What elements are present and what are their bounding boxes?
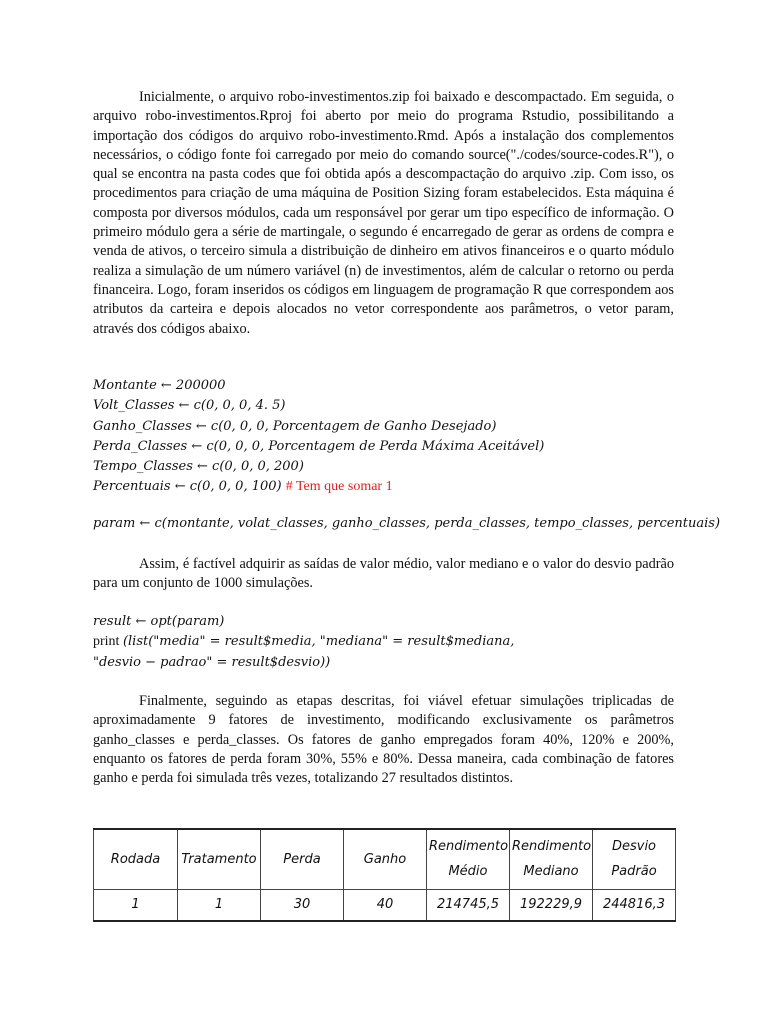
code-line-result: result ← opt(param)	[93, 614, 225, 629]
results-table	[93, 828, 676, 922]
code-line-print	[93, 632, 514, 652]
code-line-param: param ← c(montante, volat_classes, ganho_classes, perda_classes, tempo_classes, percentuais)	[93, 516, 721, 531]
print-keyword: print	[93, 634, 123, 650]
cell-ganho: 40	[344, 889, 427, 921]
header-rendimento-mediano-line2: Mediano	[523, 864, 579, 880]
header-tratamento: Tratamento	[178, 829, 261, 889]
final-paragraph	[93, 692, 674, 788]
header-ganho: Ganho	[344, 829, 427, 889]
print-args: (list("media" = result$media, "mediana" = result$mediana,	[122, 634, 515, 650]
intro-text: Inicialmente, o arquivo robo-investimentos.zip foi baixado e descompactado. Em seguida, o arquivo robo-investimentos.Rproj foi aberto por meio do programa Rstudio, possibilitando a importação dos códigos do arquivo robo-investimento.Rmd. Após a instalação dos complementos necessários, o código fonte foi carregado por meio do comando source("./codes/source-codes.R"), o qual se encontra na pasta codes que foi obtida após a descompactação do arquivo .zip. Com isso, os procedimentos para criação de uma máquina de Position Sizing foram estabelecidos. Esta máquina é composta por diversos módulos, cada um responsável por gerar um tipo específico de informação. O primeiro módulo gera a série de martingale, o segundo é encarregado de gerar as ordens de compra e venda de ativos, o terceiro simula a distribuição de dinheiro em ativos financeiros e o quarto módulo realiza a simulação de um número variável (n) de investimentos, além de calcular o retorno ou perda financeira. Logo, foram inseridos os códigos em linguagem de programação R que correspondem aos atributos da carteira e depois alocados no vetor correspondente aos parâmetros, o vetor param, através dos códigos abaixo.	[93, 89, 674, 337]
middle-text: Assim, é factível adquirir as saídas de valor médio, valor mediano e o valor do desvio padrão para um conjunto de 1000 simulações.	[93, 556, 674, 592]
cell-perda: 30	[261, 889, 344, 921]
cell-rendimento-medio: 214745,5	[427, 889, 510, 921]
header-desvio-padrao-line2: Padrão	[611, 864, 657, 880]
code-block-params	[93, 376, 544, 498]
cell-tratamento: 1	[178, 889, 261, 921]
code-comment: # Tem que somar 1	[285, 479, 393, 495]
cell-rodada: 1	[94, 889, 178, 921]
table-header-row	[94, 829, 676, 889]
code-line-tempo-classes: Tempo_Classes ← c(0, 0, 0, 200)	[93, 459, 304, 475]
code-line-volt-classes: Volt_Classes ← c(0, 0, 0, 4. 5)	[93, 398, 286, 414]
header-desvio-padrao-line1: Desvio	[611, 839, 657, 855]
cell-rendimento-mediano: 192229,9	[510, 889, 593, 921]
final-text: Finalmente, seguindo as etapas descritas, foi viável efetuar simulações triplicadas de aproximadamente 9 fatores de investimento, modificando exclusivamente os parâmetros ganho_classes e perda_classes. Os fatores de ganho empregados foram 40%, 120% e 200%, enquanto os fatores de perda foram 30%, 55% e 80%. Dessa maneira, cada combinação de fatores ganho e perda foi simulada três vezes, totalizando 27 resultados distintos.	[93, 693, 674, 787]
code-line-desvio: "desvio − padrao" = result$desvio))	[93, 654, 331, 670]
header-rendimento-mediano	[510, 829, 593, 889]
header-rendimento-medio	[427, 829, 510, 889]
code-line-percentuais	[93, 477, 544, 497]
header-desvio-padrao	[593, 829, 676, 889]
code-line-perda-classes: Perda_Classes ← c(0, 0, 0, Porcentagem de Perda Máxima Aceitável)	[93, 438, 545, 454]
table-row	[94, 889, 676, 921]
code-line-montante: Montante ← 200000	[93, 378, 226, 393]
code-block-result	[93, 612, 514, 673]
header-perda: Perda	[261, 829, 344, 889]
header-rodada: Rodada	[94, 829, 178, 889]
header-rendimento-mediano-line1: Rendimento	[512, 839, 592, 855]
percentuais-code: Percentuais ← c(0, 0, 0, 100)	[93, 479, 286, 495]
code-line-ganho-classes: Ganho_Classes ← c(0, 0, 0, Porcentagem de Ganho Desejado)	[93, 418, 497, 434]
middle-paragraph	[93, 555, 674, 594]
header-rendimento-medio-line2: Médio	[448, 864, 488, 880]
header-rendimento-medio-line1: Rendimento	[429, 839, 509, 855]
intro-paragraph	[93, 88, 674, 339]
cell-desvio-padrao: 244816,3	[593, 889, 676, 921]
